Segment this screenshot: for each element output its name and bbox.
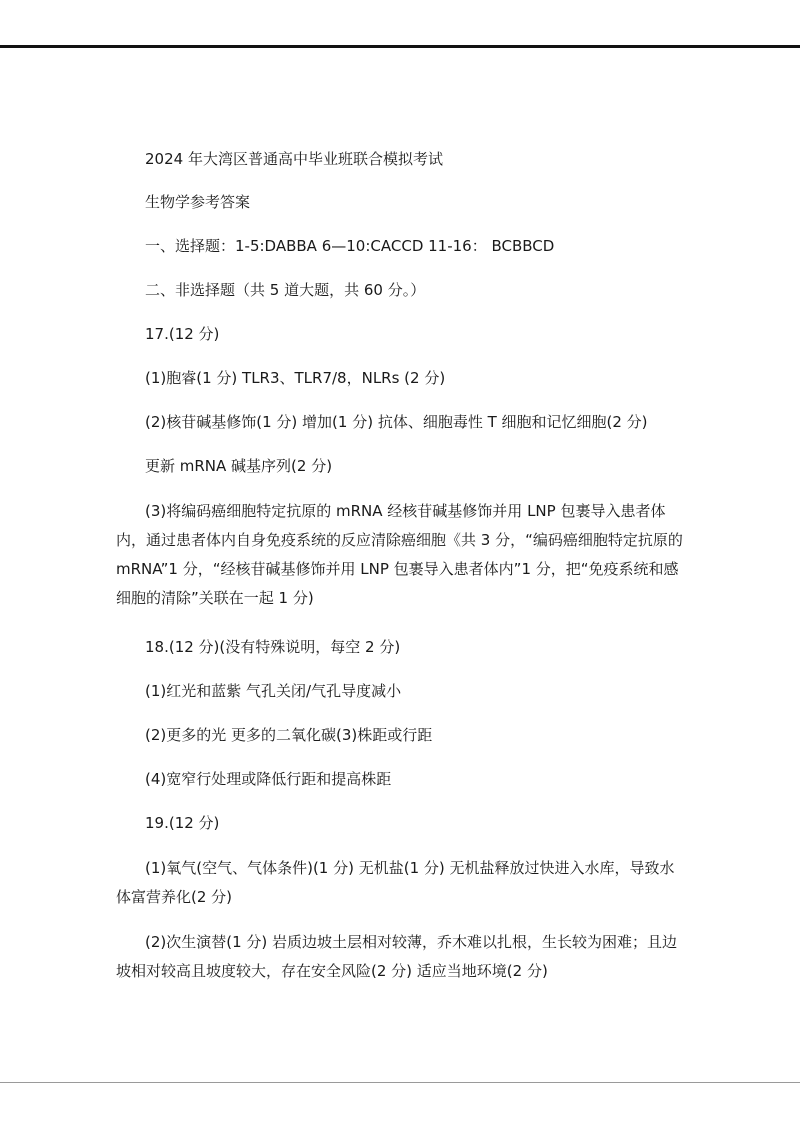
- multiple-choice-answers: 一、选择题：1-5:DABBA 6—10:CACCD 11-16： BCBBCD: [145, 237, 555, 255]
- question-17-part-2-continued: 更新 mRNA 碱基序列(2 分): [145, 457, 333, 475]
- bottom-rule: [0, 1082, 800, 1083]
- question-18-part-2-3: (2)更多的光 更多的二氧化碳(3)株距或行距: [145, 726, 433, 744]
- question-19-part-2: (2)次生演替(1 分) 岩质边坡土层相对较薄，乔木难以扎根，生长较为困难；且边坡相对较高且坡度较大，存在安全风险(2 分) 适应当地环境(2 分): [116, 933, 678, 980]
- question-17-part-2: (2)核苷碱基修饰(1 分) 增加(1 分) 抗体、细胞毒性 T 细胞和记忆细胞(2 分): [145, 413, 648, 431]
- question-18-heading: 18.(12 分)(没有特殊说明，每空 2 分): [145, 638, 401, 656]
- question-17-part-3: (3)将编码癌细胞特定抗原的 mRNA 经核苷碱基修饰并用 LNP 包裹导入患者体内，通过患者体内自身免疫系统的反应清除癌细胞《共 3 分，“编码癌细胞特定抗原的 mRNA”1 分，“经核苷碱基修饰并用 LNP 包裹导入患者体内”1 分，把“免疫系统和感细胞的清除”关联在一起 1 分): [116, 502, 683, 607]
- question-18-part-1: (1)红光和蓝紫 气孔关闭/气孔导度减小: [145, 682, 402, 700]
- question-17-part-1: (1)胞睿(1 分) TLR3、TLR7/8，NLRs (2 分): [145, 369, 446, 387]
- non-choice-section-heading: 二、非选择题（共 5 道大题，共 60 分。）: [145, 281, 426, 299]
- question-19-heading: 19.(12 分): [145, 814, 220, 832]
- question-17-heading: 17.(12 分): [145, 325, 220, 343]
- question-19-part-1: (1)氧气(空气、气体条件)(1 分) 无机盐(1 分) 无机盐释放过快进入水库，导致水体富营养化(2 分): [116, 859, 675, 906]
- answer-key-heading: 生物学参考答案: [145, 193, 251, 211]
- exam-title: 2024 年大湾区普通高中毕业班联合模拟考试: [145, 150, 443, 168]
- question-18-part-4: (4)宽窄行处理或降低行距和提高株距: [145, 770, 392, 788]
- top-rule: [0, 45, 800, 48]
